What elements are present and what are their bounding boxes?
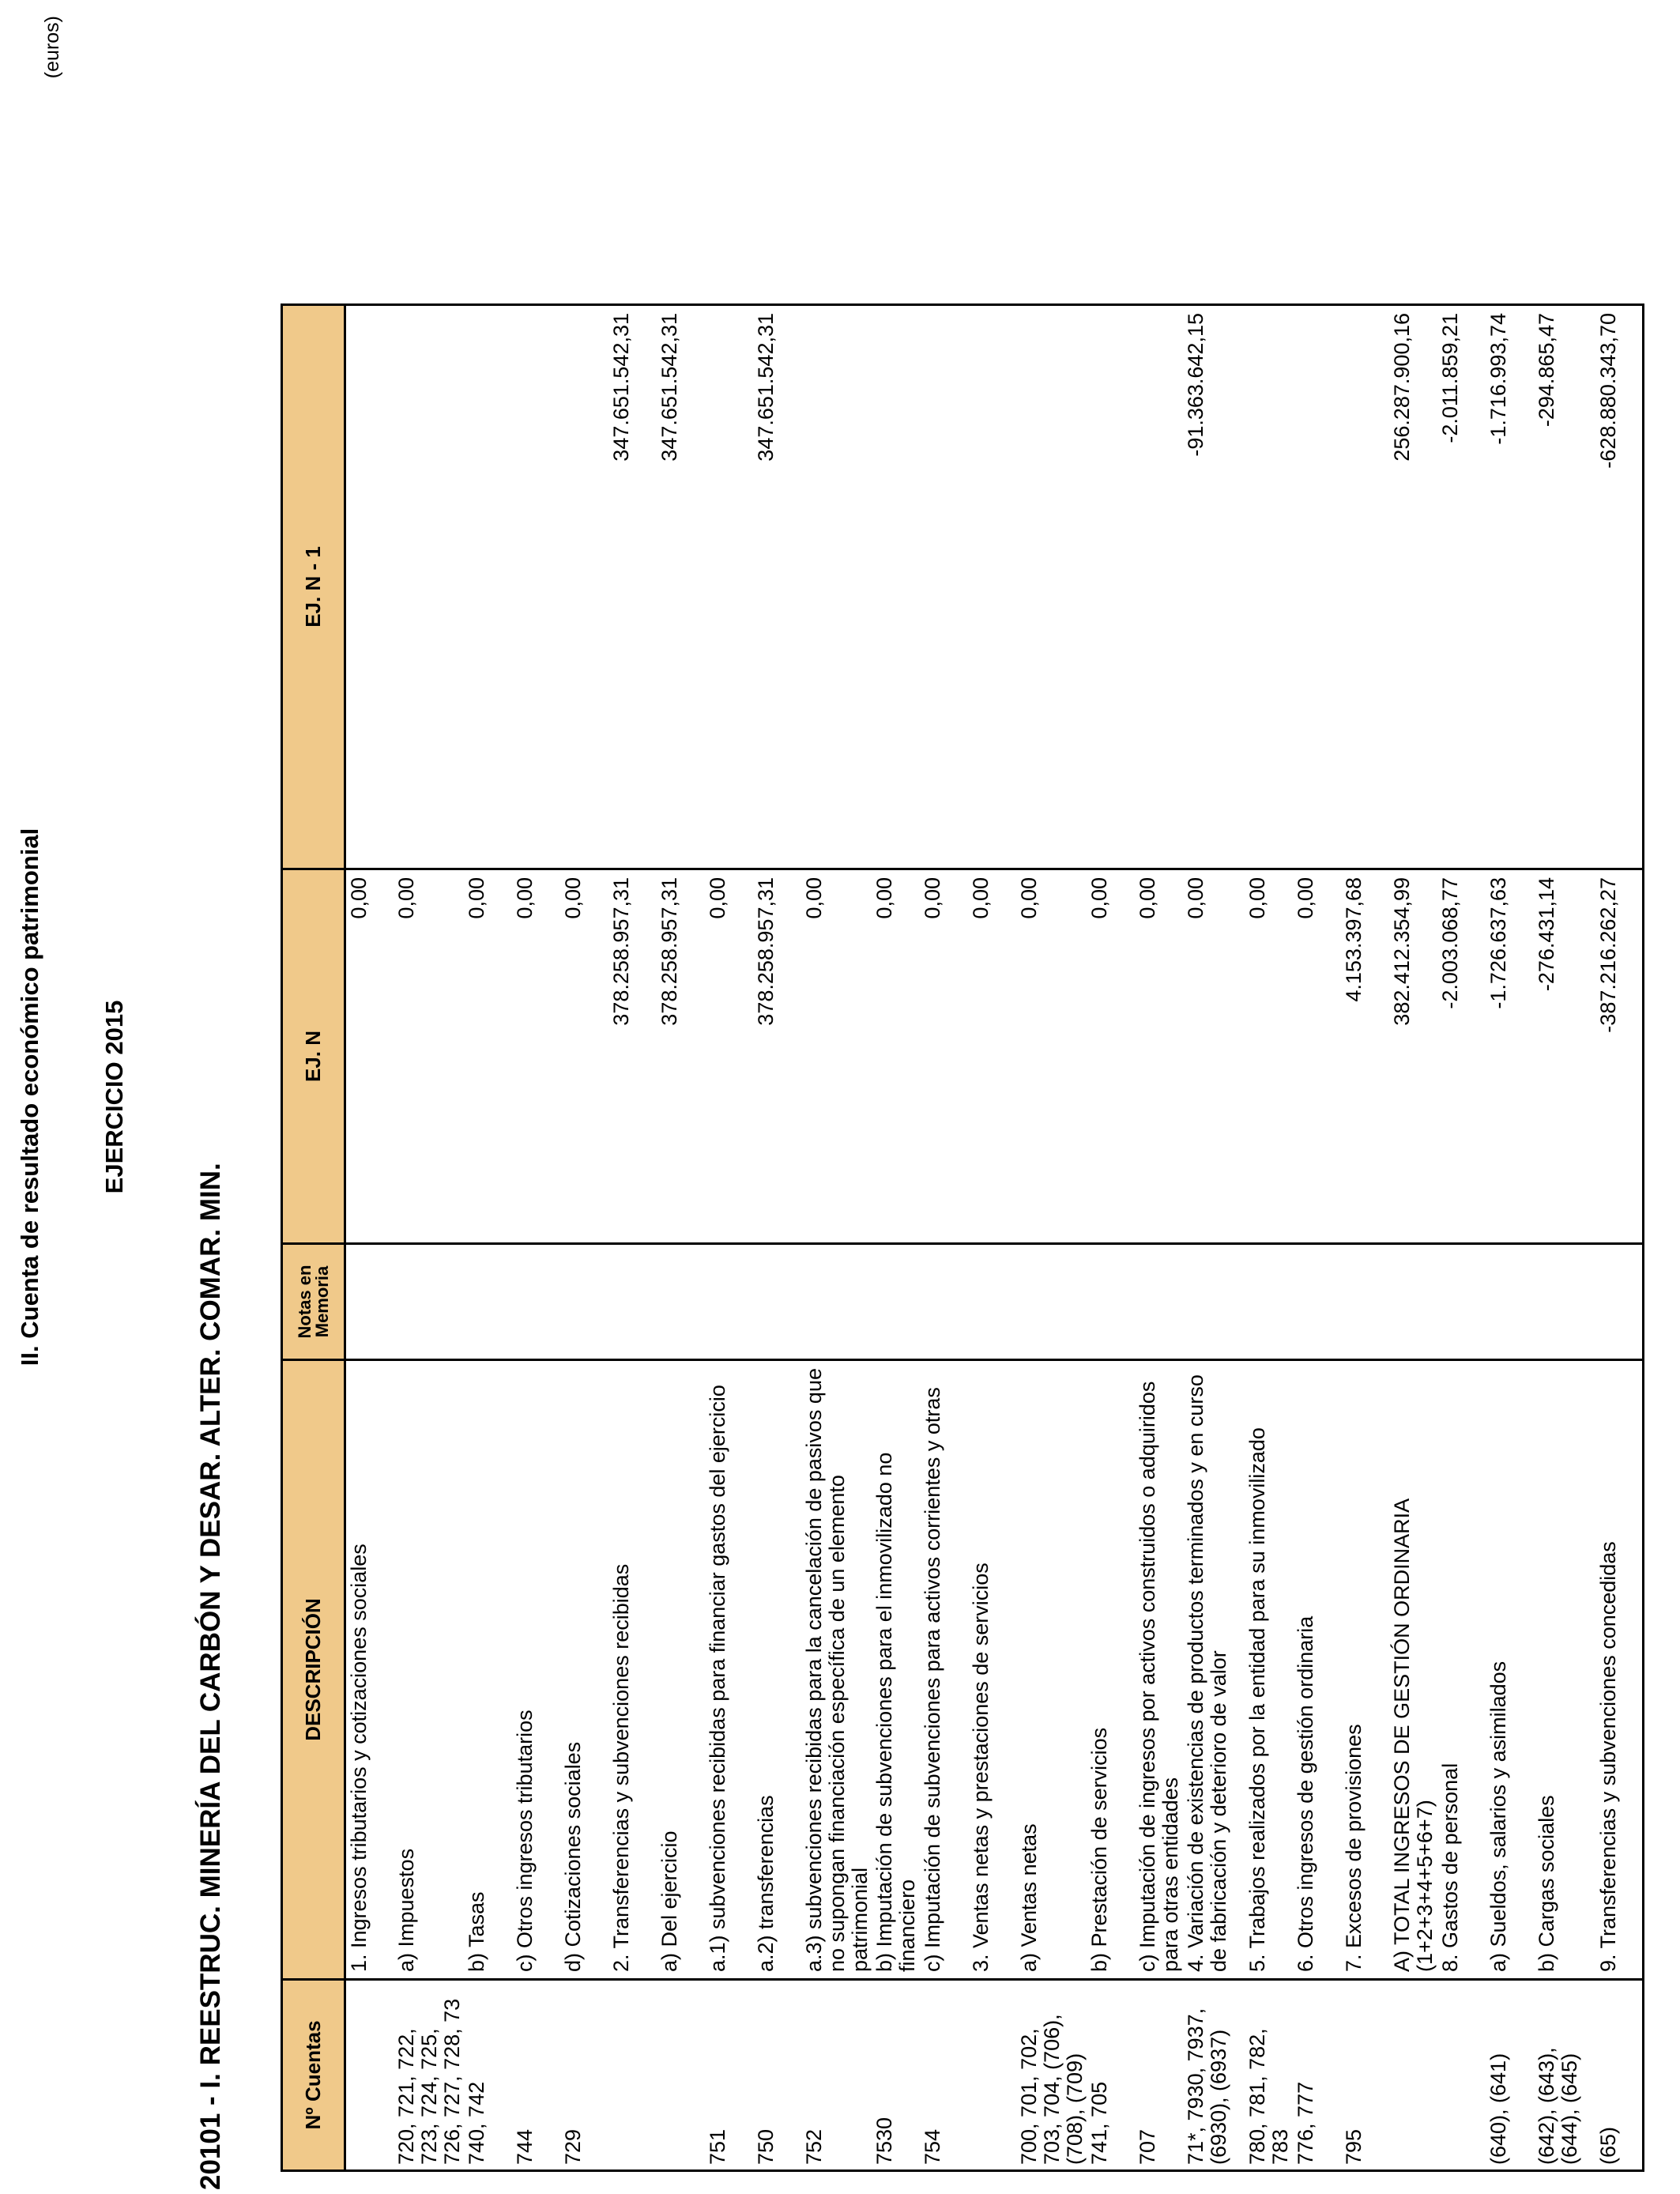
- cell-ej-n1: [920, 305, 968, 869]
- table-row: [801, 305, 872, 2171]
- table-row: [560, 305, 608, 2171]
- cell-descripcion: b) Prestación de servicios: [1087, 1360, 1135, 1980]
- cell-descripcion: b) Imputación de subvenciones para el inmovilizado no financiero: [872, 1360, 920, 1980]
- cell-descripcion: 6. Otros ingresos de gestión ordinaria: [1293, 1360, 1341, 1980]
- cell-notas: [1534, 1244, 1595, 1360]
- table-row: [657, 305, 705, 2171]
- results-table: [281, 303, 1644, 2172]
- cell-ej-n: -387.216.262,27: [1595, 869, 1644, 1244]
- cell-ej-n: 0,00: [394, 869, 464, 1244]
- cell-cuentas: (642), (643), (644), (645): [1534, 1980, 1595, 2171]
- cell-ej-n1: [1087, 305, 1135, 869]
- cell-ej-n: 382.412.354,99: [1389, 869, 1437, 1244]
- currency-unit: (euros): [41, 16, 63, 79]
- cell-ej-n: -2.003.068,77: [1437, 869, 1486, 1244]
- cell-notas: [1389, 1244, 1437, 1360]
- cell-ej-n1: -91.363.642,15: [1183, 305, 1245, 869]
- cell-descripcion: 7. Excesos de provisiones: [1341, 1360, 1389, 1980]
- table-row: [1486, 305, 1534, 2171]
- table-row: [512, 305, 560, 2171]
- cell-notas: [1293, 1244, 1341, 1360]
- cell-descripcion: c) Imputación de ingresos por activos construidos o adquiridos para otras entidades: [1135, 1360, 1183, 1980]
- cell-cuentas: 780, 781, 782, 783: [1245, 1980, 1293, 2171]
- cell-ej-n1: -2.011.859,21: [1437, 305, 1486, 869]
- cell-cuentas: 752: [801, 1980, 872, 2171]
- cell-notas: [968, 1244, 1016, 1360]
- table-row: [920, 305, 968, 2171]
- table-row: [608, 305, 657, 2171]
- cell-descripcion: c) Otros ingresos tributarios: [512, 1360, 560, 1980]
- cell-notas: [1437, 1244, 1486, 1360]
- cell-notas: [345, 1244, 394, 1360]
- cell-ej-n: 0,00: [1016, 869, 1087, 1244]
- cell-cuentas: (65): [1595, 1980, 1644, 2171]
- cell-notas: [753, 1244, 801, 1360]
- cell-ej-n1: [1016, 305, 1087, 869]
- cell-ej-n: 378.258.957,31: [657, 869, 705, 1244]
- cell-ej-n: 0,00: [801, 869, 872, 1244]
- cell-cuentas: (640), (641): [1486, 1980, 1534, 2171]
- cell-descripcion: d) Cotizaciones sociales: [560, 1360, 608, 1980]
- table-row: [753, 305, 801, 2171]
- cell-ej-n1: [345, 305, 394, 869]
- cell-notas: [464, 1244, 512, 1360]
- table-row: [872, 305, 920, 2171]
- table-row: [1087, 305, 1135, 2171]
- cell-descripcion: b) Cargas sociales: [1534, 1360, 1595, 1980]
- col-header-descripcion: DESCRIPCIÓN: [282, 1360, 345, 1980]
- document-title: II. Cuenta de resultado económico patrimonial: [16, 827, 43, 1367]
- cell-cuentas: [608, 1980, 657, 2171]
- cell-descripcion: 1. Ingresos tributarios y cotizaciones sociales: [345, 1360, 394, 1980]
- cell-descripcion: c) Imputación de subvenciones para activos corrientes y otras: [920, 1360, 968, 1980]
- cell-descripcion: a) Del ejercicio: [657, 1360, 705, 1980]
- cell-notas: [1595, 1244, 1644, 1360]
- cell-descripcion: 2. Transferencias y subvenciones recibidas: [608, 1360, 657, 1980]
- cell-ej-n1: [512, 305, 560, 869]
- cell-cuentas: 741, 705: [1087, 1980, 1135, 2171]
- cell-ej-n: 0,00: [1293, 869, 1341, 1244]
- table-row: [1341, 305, 1389, 2171]
- col-header-notas-line2: Memoria: [311, 1265, 332, 1338]
- col-header-ej-n: EJ. N: [282, 869, 345, 1244]
- cell-cuentas: 71*, 7930, 7937, (6930), (6937): [1183, 1980, 1245, 2171]
- cell-descripcion: 9. Transferencias y subvenciones concedidas: [1595, 1360, 1644, 1980]
- cell-ej-n1: 347.651.542,31: [657, 305, 705, 869]
- cell-ej-n1: -294.865,47: [1534, 305, 1595, 869]
- table-row: [464, 305, 512, 2171]
- cell-notas: [512, 1244, 560, 1360]
- exercise-title: EJERCICIO 2015: [100, 1000, 128, 1194]
- cell-ej-n1: 347.651.542,31: [608, 305, 657, 869]
- cell-ej-n1: [560, 305, 608, 869]
- cell-cuentas: [1389, 1980, 1437, 2171]
- cell-notas: [705, 1244, 753, 1360]
- table-body: [345, 305, 1644, 2171]
- cell-cuentas: 707: [1135, 1980, 1183, 2171]
- cell-descripcion: 3. Ventas netas y prestaciones de servicios: [968, 1360, 1016, 1980]
- cell-descripcion: A) TOTAL INGRESOS DE GESTIÓN ORDINARIA (1+2+3+4+5+6+7): [1389, 1360, 1437, 1980]
- cell-descripcion: 8. Gastos de personal: [1437, 1360, 1486, 1980]
- cell-ej-n: 0,00: [464, 869, 512, 1244]
- table-row: [1245, 305, 1293, 2171]
- cell-ej-n1: [705, 305, 753, 869]
- col-header-notas-line1: Notas en: [294, 1265, 315, 1339]
- cell-ej-n1: 256.287.900,16: [1389, 305, 1437, 869]
- cell-notas: [920, 1244, 968, 1360]
- cell-ej-n: 378.258.957,31: [608, 869, 657, 1244]
- cell-ej-n1: -628.880.343,70: [1595, 305, 1644, 869]
- cell-cuentas: 729: [560, 1980, 608, 2171]
- cell-notas: [1486, 1244, 1534, 1360]
- cell-ej-n: 0,00: [1135, 869, 1183, 1244]
- cell-notas: [1135, 1244, 1183, 1360]
- table-row: [968, 305, 1016, 2171]
- cell-ej-n: 4.153.397,68: [1341, 869, 1389, 1244]
- col-header-notas: [282, 1244, 345, 1360]
- cell-ej-n: 0,00: [345, 869, 394, 1244]
- cell-descripcion: a) Sueldos, salarios y asimilados: [1486, 1360, 1534, 1980]
- cell-ej-n: 0,00: [968, 869, 1016, 1244]
- cell-descripcion: b) Tasas: [464, 1360, 512, 1980]
- cell-ej-n1: [1245, 305, 1293, 869]
- cell-ej-n: 378.258.957,31: [753, 869, 801, 1244]
- cell-ej-n: 0,00: [705, 869, 753, 1244]
- cell-cuentas: 776, 777: [1293, 1980, 1341, 2171]
- cell-ej-n1: [464, 305, 512, 869]
- cell-ej-n: 0,00: [512, 869, 560, 1244]
- cell-notas: [657, 1244, 705, 1360]
- cell-cuentas: 744: [512, 1980, 560, 2171]
- cell-ej-n1: [872, 305, 920, 869]
- table-row: [1595, 305, 1644, 2171]
- cell-notas: [560, 1244, 608, 1360]
- cell-ej-n: -276.431,14: [1534, 869, 1595, 1244]
- cell-notas: [1087, 1244, 1135, 1360]
- cell-cuentas: [1437, 1980, 1486, 2171]
- cell-ej-n1: [1293, 305, 1341, 869]
- cell-cuentas: [345, 1980, 394, 2171]
- cell-ej-n: 0,00: [1245, 869, 1293, 1244]
- cell-ej-n1: [1341, 305, 1389, 869]
- cell-notas: [801, 1244, 872, 1360]
- cell-cuentas: 750: [753, 1980, 801, 2171]
- cell-ej-n1: -1.716.993,74: [1486, 305, 1534, 869]
- cell-notas: [872, 1244, 920, 1360]
- table-header-row: [282, 305, 345, 2171]
- col-header-cuentas: Nº Cuentas: [282, 1980, 345, 2171]
- cell-descripcion: a) Impuestos: [394, 1360, 464, 1980]
- cell-ej-n: 0,00: [872, 869, 920, 1244]
- table-row: [394, 305, 464, 2171]
- table-row: [1183, 305, 1245, 2171]
- table-row: [1135, 305, 1183, 2171]
- table-row: [1534, 305, 1595, 2171]
- col-header-ej-n1: EJ. N - 1: [282, 305, 345, 869]
- cell-ej-n1: [801, 305, 872, 869]
- entity-title: 20101 - I. REESTRUC. MINERÍA DEL CARBÓN Y DESAR. ALTER. COMAR. MIN.: [195, 1163, 226, 2190]
- cell-notas: [1016, 1244, 1087, 1360]
- cell-ej-n1: [968, 305, 1016, 869]
- cell-descripcion: 5. Trabajos realizados por la entidad para su inmovilizado: [1245, 1360, 1293, 1980]
- cell-cuentas: 740, 742: [464, 1980, 512, 2171]
- cell-notas: [1245, 1244, 1293, 1360]
- cell-notas: [394, 1244, 464, 1360]
- cell-notas: [1341, 1244, 1389, 1360]
- cell-descripcion: a.1) subvenciones recibidas para financiar gastos del ejercicio: [705, 1360, 753, 1980]
- cell-cuentas: 7530: [872, 1980, 920, 2171]
- cell-cuentas: 700, 701, 702, 703, 704, (706), (708), (709): [1016, 1980, 1087, 2171]
- cell-cuentas: [657, 1980, 705, 2171]
- cell-ej-n1: [1135, 305, 1183, 869]
- cell-ej-n: 0,00: [920, 869, 968, 1244]
- table-row: [705, 305, 753, 2171]
- cell-descripcion: 4. Variación de existencias de productos terminados y en curso de fabricación y deterioro de valor: [1183, 1360, 1245, 1980]
- cell-cuentas: 720, 721, 722, 723, 724, 725, 726, 727, 728, 73: [394, 1980, 464, 2171]
- table-row: [1389, 305, 1437, 2171]
- table-row: [1437, 305, 1486, 2171]
- cell-cuentas: [968, 1980, 1016, 2171]
- cell-descripcion: a.3) subvenciones recibidas para la cancelación de pasivos que no supongan financiación específica de un elemento patrimonial: [801, 1360, 872, 1980]
- cell-ej-n: 0,00: [560, 869, 608, 1244]
- cell-ej-n: -1.726.637,63: [1486, 869, 1534, 1244]
- cell-cuentas: 751: [705, 1980, 753, 2171]
- cell-cuentas: 754: [920, 1980, 968, 2171]
- cell-notas: [1183, 1244, 1245, 1360]
- cell-notas: [608, 1244, 657, 1360]
- cell-cuentas: 795: [1341, 1980, 1389, 2171]
- table-row: [1293, 305, 1341, 2171]
- cell-ej-n: 0,00: [1087, 869, 1135, 1244]
- cell-ej-n1: [394, 305, 464, 869]
- cell-descripcion: a) Ventas netas: [1016, 1360, 1087, 1980]
- cell-ej-n: 0,00: [1183, 869, 1245, 1244]
- table-row: [1016, 305, 1087, 2171]
- table-row: [345, 305, 394, 2171]
- cell-descripcion: a.2) transferencias: [753, 1360, 801, 1980]
- cell-ej-n1: 347.651.542,31: [753, 305, 801, 869]
